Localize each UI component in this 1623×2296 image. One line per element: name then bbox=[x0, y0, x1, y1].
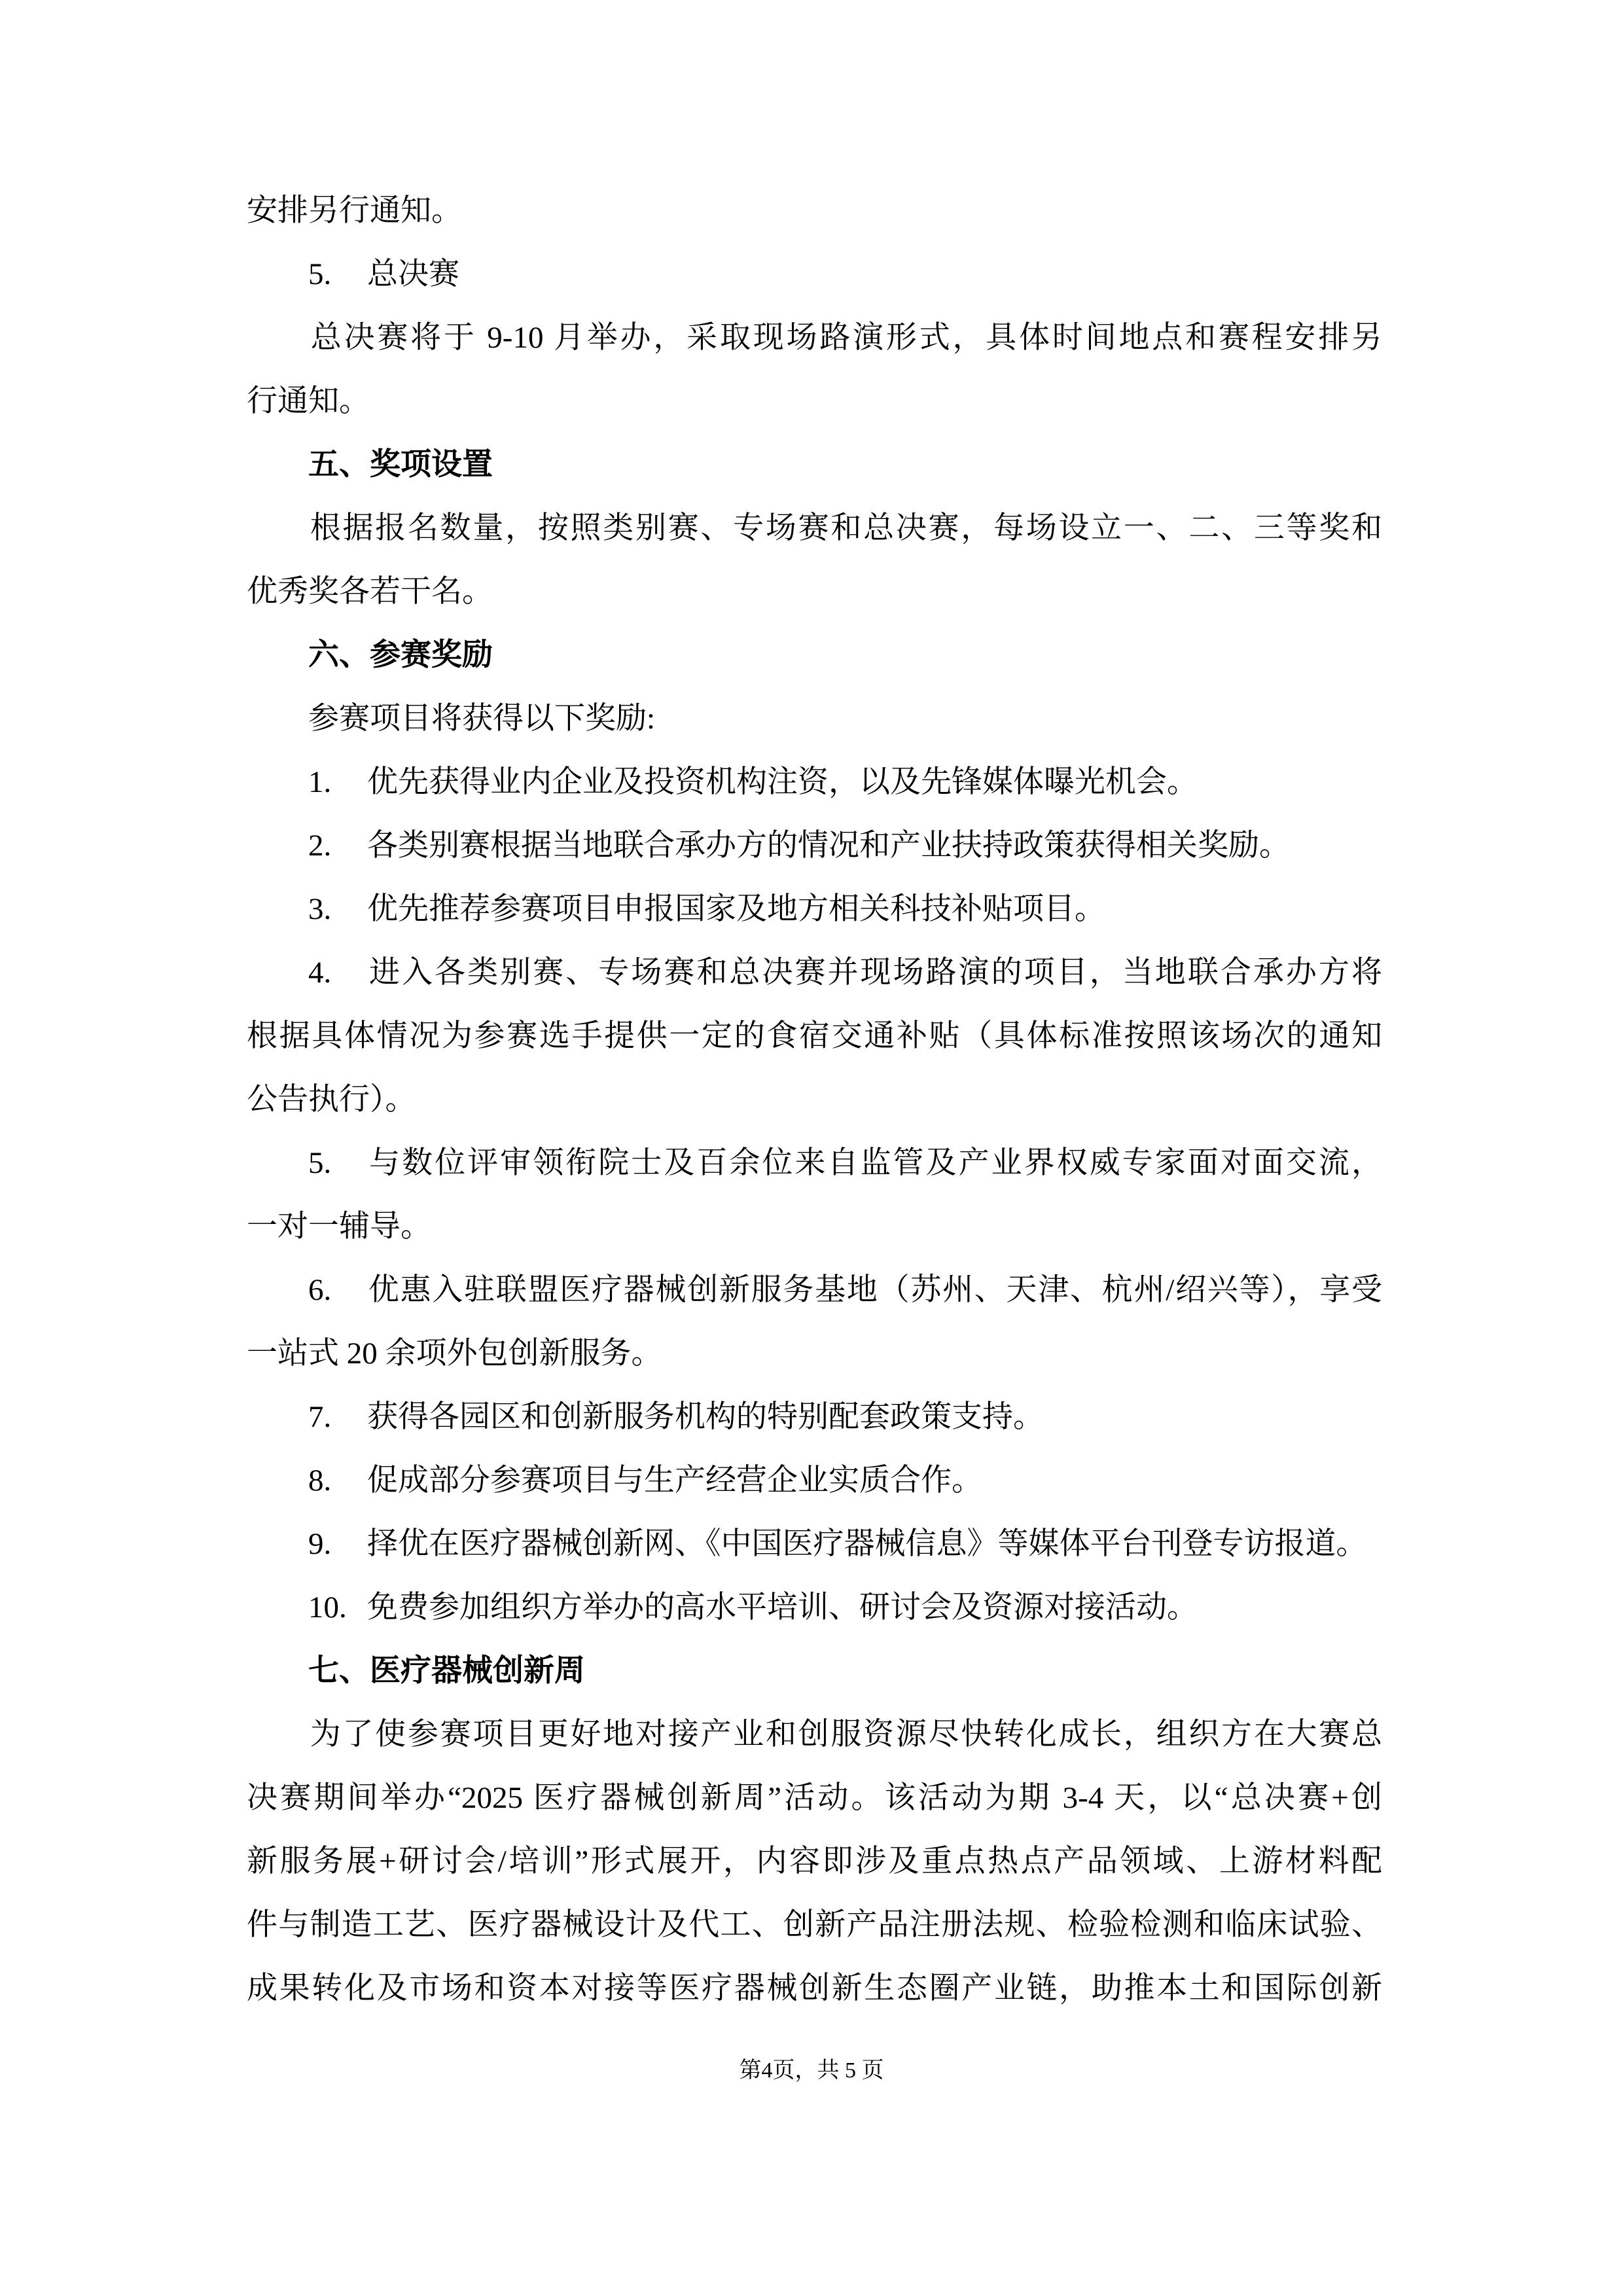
first-line-indent bbox=[247, 1426, 308, 1427]
line-text: 为了使参赛项目更好地对接产业和创服资源尽快转化成长，组织方在大赛总 bbox=[308, 1717, 1382, 1751]
list-number: 7. bbox=[308, 1400, 332, 1434]
line-text: 参赛项目将获得以下奖励: bbox=[308, 702, 656, 736]
list-number: 5. bbox=[308, 1146, 332, 1180]
list-item-line bbox=[247, 814, 1382, 878]
paragraph-line bbox=[247, 497, 1382, 560]
paragraph-line bbox=[247, 306, 1382, 370]
list-item-line bbox=[247, 243, 1382, 306]
list-number: 3. bbox=[308, 892, 332, 926]
list-item-line bbox=[247, 941, 1382, 1005]
list-number: 1. bbox=[308, 765, 332, 799]
first-line-indent bbox=[247, 1553, 308, 1554]
list-number: 10. bbox=[308, 1590, 347, 1624]
line-text: 获得各园区和创新服务机构的特别配套政策支持。 bbox=[367, 1400, 1044, 1434]
list-item-line bbox=[247, 1513, 1382, 1576]
first-line-indent bbox=[247, 1172, 308, 1173]
list-item-line bbox=[247, 1449, 1382, 1513]
line-text: 免费参加组织方举办的高水平培训、研讨会及资源对接活动。 bbox=[367, 1590, 1198, 1624]
first-line-indent bbox=[247, 537, 308, 538]
heading-line bbox=[247, 433, 1382, 497]
first-line-indent bbox=[247, 791, 308, 792]
line-text: 公告执行）。 bbox=[247, 1083, 416, 1117]
first-line-indent bbox=[247, 474, 308, 475]
list-number: 6. bbox=[308, 1273, 332, 1307]
line-text: 总决赛 bbox=[367, 257, 459, 291]
list-item-line bbox=[247, 878, 1382, 941]
first-line-indent bbox=[247, 664, 308, 665]
paragraph-line bbox=[247, 1767, 1382, 1830]
list-item-line bbox=[247, 751, 1382, 814]
list-item-line bbox=[247, 1068, 1382, 1132]
line-text: 根据报名数量，按照类别赛、专场赛和总决赛，每场设立一、二、三等奖和 bbox=[308, 511, 1382, 545]
line-text: 七、医疗器械创新周 bbox=[308, 1654, 585, 1688]
paragraph-line bbox=[247, 687, 1382, 751]
line-text: 优先获得业内企业及投资机构注资，以及先锋媒体曝光机会。 bbox=[367, 765, 1198, 799]
list-number: 4. bbox=[308, 956, 332, 990]
paragraph-line bbox=[247, 1830, 1382, 1893]
list-item-line bbox=[247, 1322, 1382, 1386]
line-text: 六、参赛奖励 bbox=[308, 638, 493, 672]
paragraph-line bbox=[247, 1957, 1382, 2020]
line-text: 行通知。 bbox=[247, 384, 370, 418]
list-item-line bbox=[247, 1005, 1382, 1068]
line-text: 成果转化及市场和资本对接等医疗器械创新生态圈产业链，助推本土和国际创新 bbox=[247, 1971, 1382, 2005]
line-text: 优先推荐参赛项目申报国家及地方相关科技补贴项目。 bbox=[367, 892, 1105, 926]
line-text: 新服务展+研讨会/培训”形式展开，内容即涉及重点热点产品领域、上游材料配 bbox=[247, 1844, 1382, 1878]
heading-line bbox=[247, 1640, 1382, 1703]
list-item-line bbox=[247, 1576, 1382, 1640]
list-item-line bbox=[247, 1386, 1382, 1449]
page-body bbox=[247, 179, 1382, 2020]
line-text: 五、奖项设置 bbox=[308, 448, 493, 482]
first-line-indent bbox=[247, 918, 308, 919]
list-item-line bbox=[247, 1132, 1382, 1195]
paragraph-line bbox=[247, 1703, 1382, 1767]
first-line-indent bbox=[247, 1299, 308, 1300]
line-text: 优惠入驻联盟医疗器械创新服务基地（苏州、天津、杭州/绍兴等），享受 bbox=[367, 1273, 1382, 1307]
paragraph-line bbox=[247, 370, 1382, 433]
line-text: 件与制造工艺、医疗器械设计及代工、创新产品注册法规、检验检测和临床试验、 bbox=[247, 1908, 1382, 1942]
line-text: 进入各类别赛、专场赛和总决赛并现场路演的项目，当地联合承办方将 bbox=[367, 956, 1382, 990]
paragraph-line bbox=[247, 179, 1382, 243]
line-text: 一站式 20 余项外包创新服务。 bbox=[247, 1336, 662, 1371]
paragraph-line bbox=[247, 1893, 1382, 1957]
list-number: 5. bbox=[308, 257, 332, 291]
list-number: 8. bbox=[308, 1463, 332, 1498]
page-footer: 第4页，共 5 页 bbox=[739, 2058, 884, 2083]
line-text: 与数位评审领衔院士及百余位来自监管及产业界权威专家面对面交流， bbox=[367, 1146, 1382, 1180]
line-text: 各类别赛根据当地联合承办方的情况和产业扶持政策获得相关奖励。 bbox=[367, 829, 1290, 863]
first-line-indent bbox=[247, 283, 308, 284]
list-number: 2. bbox=[308, 829, 332, 863]
heading-line bbox=[247, 624, 1382, 687]
line-text: 总决赛将于 9-10 月举办，采取现场路演形式，具体时间地点和赛程安排另 bbox=[308, 321, 1382, 355]
first-line-indent bbox=[247, 1680, 308, 1681]
line-text: 根据具体情况为参赛选手提供一定的食宿交通补贴（具体标准按照该场次的通知 bbox=[247, 1019, 1382, 1053]
first-line-indent bbox=[247, 347, 308, 348]
list-item-line bbox=[247, 1195, 1382, 1259]
line-text: 择优在医疗器械创新网、《中国医疗器械信息》等媒体平台刊登专访报道。 bbox=[367, 1527, 1367, 1561]
line-text: 一对一辅导。 bbox=[247, 1210, 431, 1244]
line-text: 促成部分参赛项目与生产经营企业实质合作。 bbox=[367, 1463, 982, 1498]
list-number: 9. bbox=[308, 1527, 332, 1561]
list-item-line bbox=[247, 1259, 1382, 1322]
line-text: 优秀奖各若干名。 bbox=[247, 575, 493, 609]
line-text: 安排另行通知。 bbox=[247, 194, 462, 228]
paragraph-line bbox=[247, 560, 1382, 624]
line-text: 决赛期间举办“2025 医疗器械创新周”活动。该活动为期 3-4 天，以“总决赛+创 bbox=[247, 1781, 1382, 1815]
